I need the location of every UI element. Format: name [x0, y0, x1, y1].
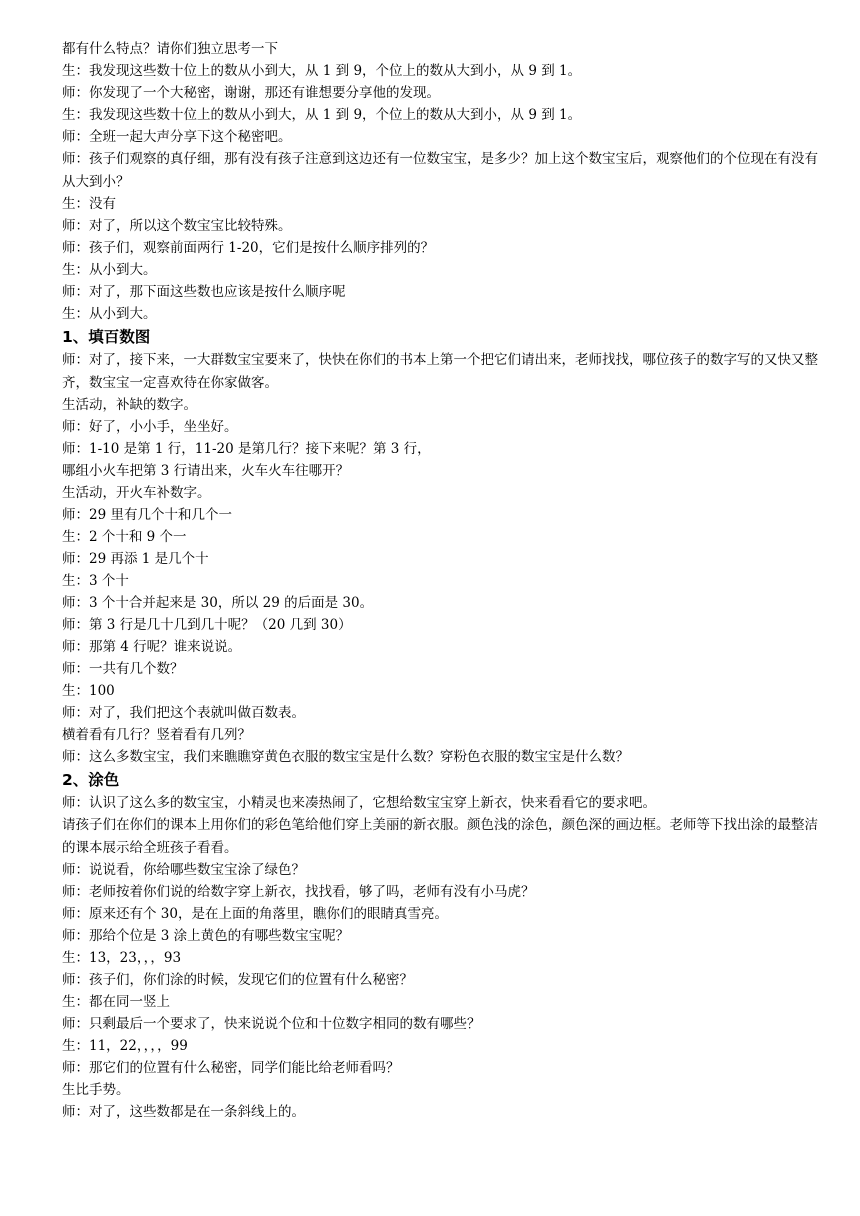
text-line: 师：29 再添 1 是几个十: [62, 551, 209, 567]
text-line: 生活动，开火车补数字。: [62, 485, 211, 501]
text-line: 生：11，22，，，，99: [62, 1038, 188, 1054]
text-line: 师：对了，那下面这些数也应该是按什么顺序呢: [62, 284, 346, 300]
text-line: 生：我发现这些数十位上的数从小到大，从 1 到 9，个位上的数从大到小，从 9 到 1。: [62, 107, 582, 123]
text-line: 师：那它们的位置有什么秘密，同学们能比给老师看吗？: [62, 1060, 400, 1076]
text-line: 师：你发现了一个大秘密，谢谢，那还有谁想要分享他的发现。: [62, 85, 440, 101]
text-line: 哪组小火车把第 3 行请出来，火车火车往哪开？: [62, 463, 350, 479]
text-line: 生：没有: [62, 196, 116, 212]
text-line: 横着看有几行？竖着看有几列？: [62, 727, 251, 743]
text-line: 师：3 个十合并起来是 30，所以 29 的后面是 30。: [62, 595, 374, 611]
text-line: 师：孩子们，你们涂的时候，发现它们的位置有什么秘密？: [62, 972, 413, 988]
section-heading: 1、填百数图: [62, 328, 151, 346]
text-line: 生比手势。: [62, 1082, 130, 1098]
text-paragraph: 师：孩子们观察的真仔细，那有没有孩子注意到这边还有一位数宝宝，是多少？加上这个数宝宝后，观察他们的个位现在有没有从大到小？: [62, 151, 818, 190]
text-line: 师：认识了这么多的数宝宝，小精灵也来凑热闹了，它想给数宝宝穿上新衣，快来看看它的要求吧。: [62, 795, 656, 811]
text-line: 师：说说看，你给哪些数宝宝涂了绿色？: [62, 862, 305, 878]
text-line: 生：100: [62, 683, 115, 699]
section-heading: 2、涂色: [62, 771, 120, 789]
text-line: 师：孩子们，观察前面两行 1-20，它们是按什么顺序排列的？: [62, 240, 435, 256]
text-line: 师：全班一起大声分享下这个秘密吧。: [62, 129, 292, 145]
text-line: 师：原来还有个 30，是在上面的角落里，瞧你们的眼睛真雪亮。: [62, 906, 448, 922]
text-line: 师：老师按着你们说的给数字穿上新衣，找找看，够了吗，老师有没有小马虎？: [62, 884, 535, 900]
text-line: 生：3 个十: [62, 573, 129, 589]
text-line: 生：2 个十和 9 个一: [62, 529, 187, 545]
text-line: 师：好了，小小手，坐坐好。: [62, 419, 238, 435]
text-line: 生：从小到大。: [62, 306, 157, 322]
text-line: 生：我发现这些数十位上的数从小到大，从 1 到 9，个位上的数从大到小，从 9 到 1。: [62, 63, 582, 79]
text-paragraph: 请孩子们在你们的课本上用你们的彩色笔给他们穿上美丽的新衣服。颜色浅的涂色，颜色深的画边框。老师等下找出涂的最整洁的课本展示给全班孩子看看。: [62, 817, 818, 856]
text-line: 师：那第 4 行呢？谁来说说。: [62, 639, 242, 655]
text-line: 生：13，23，，，93: [62, 950, 182, 966]
text-line: 师：对了，所以这个数宝宝比较特殊。: [62, 218, 292, 234]
text-line: 都有什么特点？请你们独立思考一下: [62, 41, 278, 57]
text-line: 师：第 3 行是几十几到几十呢？（20 几到 30）: [62, 617, 352, 633]
text-line: 师：29 里有几个十和几个一: [62, 507, 232, 523]
text-line: 生活动，补缺的数字。: [62, 397, 197, 413]
text-line: 生：从小到大。: [62, 262, 157, 278]
text-line: 师：只剩最后一个要求了，快来说说个位和十位数字相同的数有哪些？: [62, 1016, 481, 1032]
text-line: 师：一共有几个数？: [62, 661, 184, 677]
text-line: 师：对了，这些数都是在一条斜线上的。: [62, 1104, 305, 1120]
text-line: 师：1-10 是第 1 行，11-20 是第几行？接下来呢？第 3 行，: [62, 441, 431, 457]
text-line: 师：对了，我们把这个表就叫做百数表。: [62, 705, 305, 721]
text-line: 师：那给个位是 3 涂上黄色的有哪些数宝宝呢？: [62, 928, 350, 944]
text-line: 师：这么多数宝宝，我们来瞧瞧穿黄色衣服的数宝宝是什么数？穿粉色衣服的数宝宝是什么数？: [62, 749, 629, 765]
text-line: 生：都在同一竖上: [62, 994, 170, 1010]
text-paragraph: 师：对了，接下来，一大群数宝宝要来了，快快在你们的书本上第一个把它们请出来，老师找找，哪位孩子的数字写的又快又整齐，数宝宝一定喜欢待在你家做客。: [62, 352, 818, 391]
